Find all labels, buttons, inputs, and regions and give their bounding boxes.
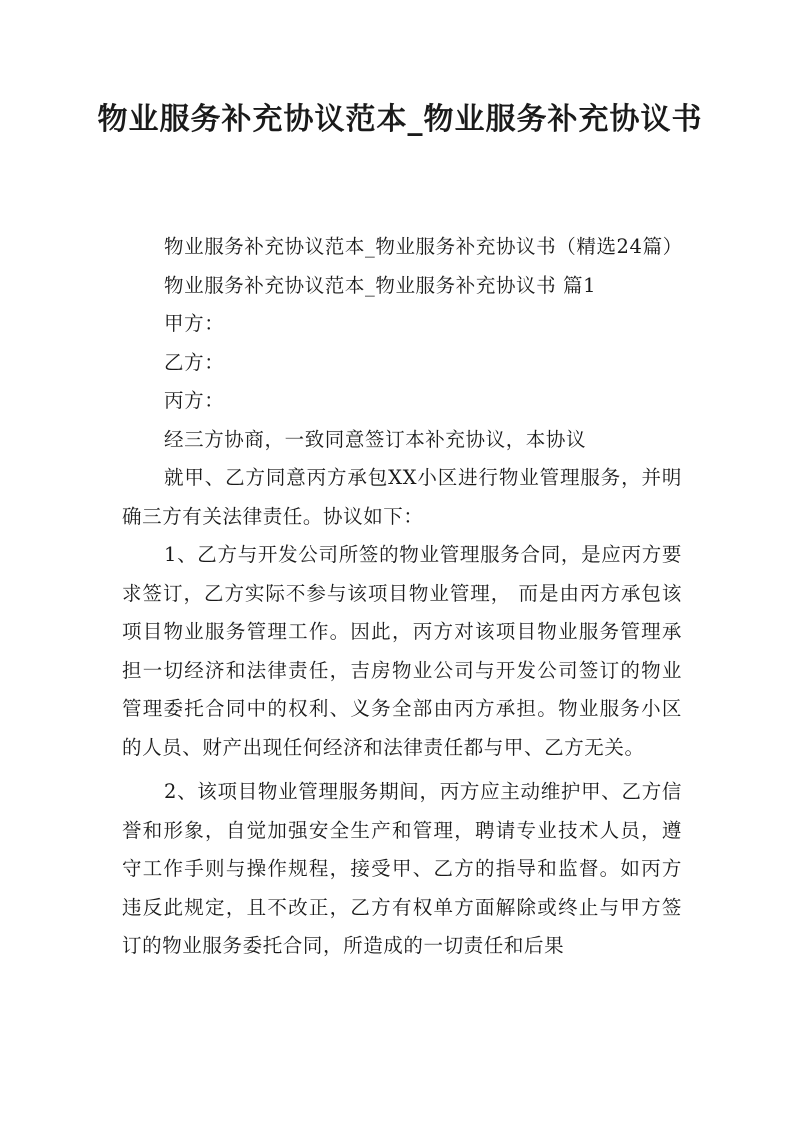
paragraph-clause-2: 2、该项目物业管理服务期间，丙方应主动维护甲、乙方信誉和形象，自觉加强安全生产和管理，聘请专业技术人员，遵守工作手则与操作规程，接受甲、乙方的指导和监督。如丙方违反此规定，且不改正，乙方有权单方面解除或终止与甲方签订的物业服务委托合同，所造成的一切责任和后果 xyxy=(122,780,682,957)
document-body xyxy=(122,228,682,966)
paragraph-subtitle: 物业服务补充协议范本_物业服务补充协议书（精选24篇） xyxy=(164,235,683,258)
paragraph-party-a: 甲方： xyxy=(164,312,225,335)
paragraph-section-heading: 物业服务补充协议范本_物业服务补充协议书 篇1 xyxy=(164,273,597,297)
paragraph-clause-1: 1、乙方与开发公司所签的物业管理服务合同，是应丙方要求签订，乙方实际不参与该项目物业管理， 而是由丙方承包该项目物业服务管理工作。因此，丙方对该项目物业服务管理承担一切经济和法律责任，吉房物业公司与开发公司签订的物业管理委托合同中的权利、义务全部由丙方承担。物业服务小区的人员、财产出现任何经济和法律责任都与甲、乙方无关。 xyxy=(122,543,682,759)
paragraph-intro: 经三方协商，一致同意签订本补充协议，本协议 xyxy=(164,427,587,451)
paragraph-party-b: 乙方： xyxy=(164,350,225,374)
paragraph-party-c: 丙方： xyxy=(164,389,225,412)
paragraph-scope: 就甲、乙方同意丙方承包XX小区进行物业管理服务，并明确三方有关法律责任。协议如下： xyxy=(122,466,682,528)
document-title: 物业服务补充协议范本_物业服务补充协议书 xyxy=(97,102,703,137)
